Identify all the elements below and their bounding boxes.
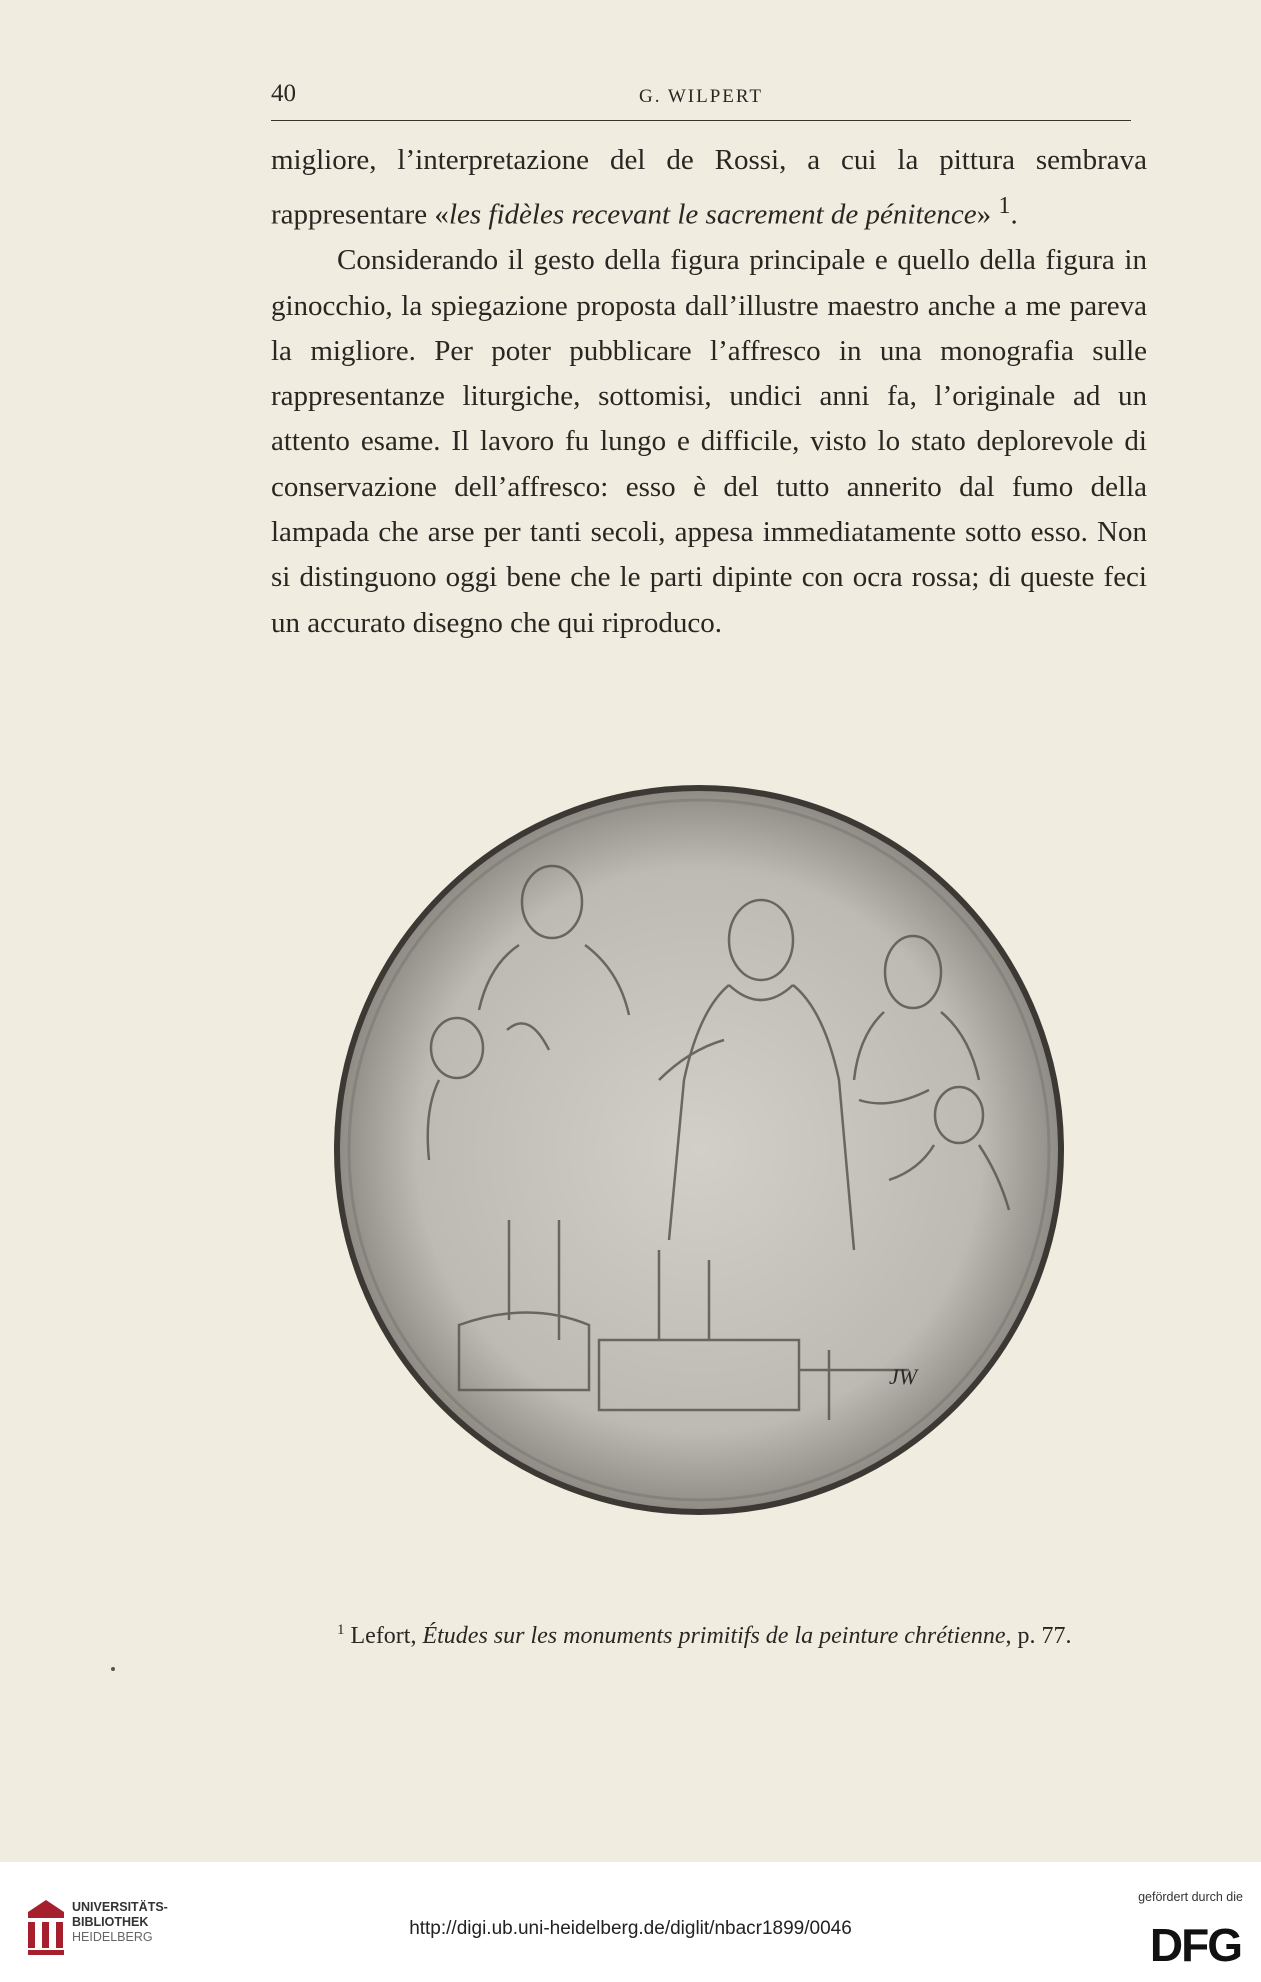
- library-name-line-1: UNIVERSITÄTS-: [72, 1900, 168, 1914]
- paragraph-1-close: »: [976, 198, 999, 231]
- footnote-ref[interactable]: 1: [998, 192, 1011, 220]
- paragraph-1-end: .: [1010, 198, 1018, 231]
- dfg-logo[interactable]: DFG: [1149, 1919, 1241, 1971]
- margin-mark: [111, 1667, 115, 1671]
- running-head: G. WILPERT: [638, 86, 764, 107]
- paragraph-2: Considerando il gesto della figura principale e quello della figura in ginocchio, la spiegazione proposta dall’illustre maestro anche a me pareva la migliore. Per poter pubblicare l’affresco in una monografia sulle rappresentanze liturgiche, sottomisi, undici anni fa, l’originale ad un attento esame. Il lavoro fu lungo e difficile, visto lo stato deplorevole di conservazione dell’affresco: esso è del tutto annerito dal fumo della lampada che arse per tanti secoli, appesa immediatamente sotto esso. Non si distinguono oggi bene che le parti dipinte con ocra rossa; di queste feci un accurato disegno che qui riproduco.: [271, 244, 1147, 639]
- artist-monogram: JW: [889, 1364, 918, 1389]
- header-rule: [271, 120, 1131, 121]
- paragraph-1-text: migliore, l’interpretazione del de Rossi, a cui la pittura sembrava rappresentare «: [271, 144, 1147, 231]
- funded-by-label: gefördert durch die: [1138, 1890, 1243, 1904]
- footnote-pages: , p. 77.: [1005, 1623, 1072, 1649]
- permalink-url[interactable]: http://digi.ub.uni-heidelberg.de/diglit/nbacr1899/0046: [409, 1918, 852, 1939]
- footnote-marker: 1: [337, 1622, 345, 1638]
- library-name-line-3: HEIDELBERG: [72, 1930, 153, 1944]
- footnote-title: Études sur les monuments primitifs de la peinture chrétienne: [422, 1623, 1006, 1649]
- page-number: 40: [271, 80, 296, 107]
- paragraph-1-quote: les fidèles recevant le sacrement de pénitence: [448, 198, 977, 231]
- paragraph-1: [271, 138, 1147, 238]
- body-text: [271, 138, 1147, 646]
- page-header: [271, 80, 1131, 114]
- fresco-disc: [337, 788, 1061, 1512]
- footnote: [271, 1612, 1147, 1654]
- footnote-author: Lefort,: [350, 1623, 423, 1649]
- library-name-line-2: BIBLIOTHEK: [72, 1915, 149, 1929]
- fresco-drawing: [329, 780, 1069, 1520]
- viewer-footer: [0, 1862, 1261, 1982]
